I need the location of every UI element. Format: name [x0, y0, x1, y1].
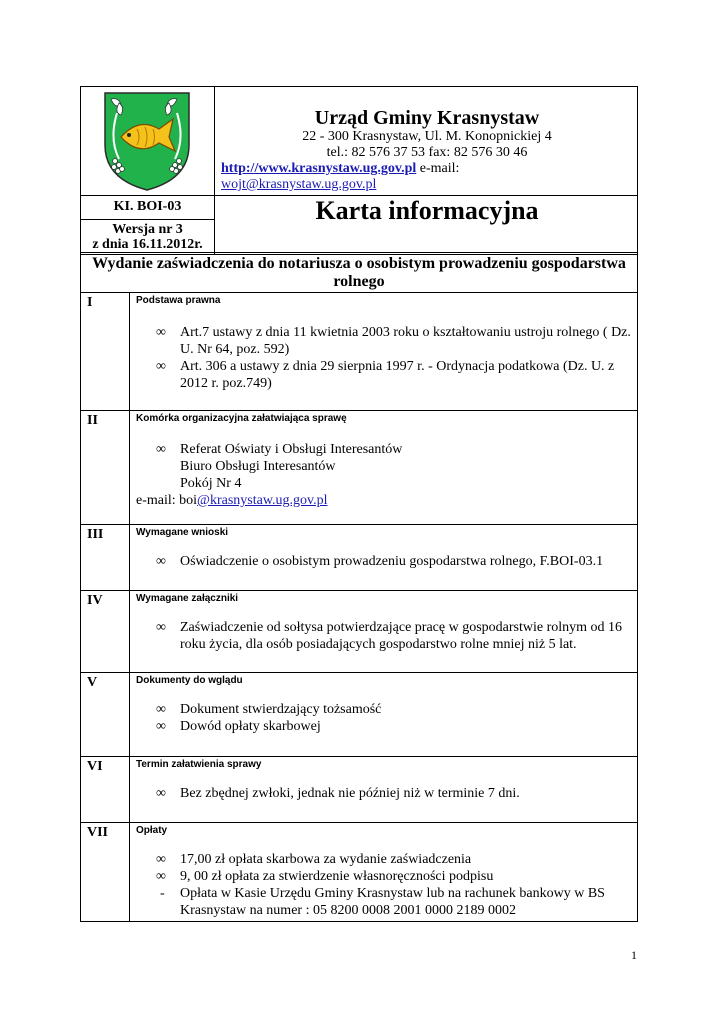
- office-info: [215, 87, 639, 195]
- list-item: ∞ Referat Oświaty i Obsługi Interesantów: [156, 442, 403, 457]
- office-address: 22 - 300 Krasnystaw, Ul. M. Konopnickiej 4: [302, 129, 552, 144]
- office-phone-fax: tel.: 82 576 37 53 fax: 82 576 30 46: [326, 145, 528, 160]
- infinity-bullet-icon: ∞: [156, 325, 166, 340]
- document-title: Wydanie zaświadczenia do notariusza o osobistym prowadzeniu gospodarstwa rolnego: [81, 253, 637, 293]
- section-title: Dokumenty do wglądu: [136, 675, 243, 686]
- office-name: Urząd Gminy Krasnystaw: [314, 107, 540, 129]
- section-number: III: [81, 525, 130, 590]
- section-title: Termin załatwienia sprawy: [136, 759, 262, 770]
- version-number: Wersja nr 3: [112, 222, 183, 237]
- infinity-bullet-icon: ∞: [156, 554, 166, 569]
- list-item: ∞ Oświadczenie o osobistym prowadzeniu gospodarstwa rolnego, F.BOI-03.1: [156, 554, 604, 569]
- section-number: VI: [81, 757, 130, 822]
- office-location-line: Biuro Obsługi Interesantów: [180, 459, 336, 474]
- crest-cell: [81, 87, 215, 195]
- section-title: Wymagane wnioski: [136, 527, 229, 538]
- infinity-bullet-icon: ∞: [156, 852, 166, 867]
- section-row: [81, 757, 637, 823]
- section-row: [81, 293, 637, 411]
- section-row: [81, 411, 637, 525]
- list-item: ∞ Zaświadczenie od sołtysa potwierdzające pracę w gospodarstwie rolnym od 16 roku życia, dla osób posiadających gospodarstwo rolne mniej niż 5 lat.: [156, 620, 623, 652]
- section-row: [81, 525, 637, 591]
- list-item: - Opłata w Kasie Urzędu Gminy Krasnystaw lub na rachunek bankowy w BS Krasnystaw na numer : 05 8200 0008 2001 0000 2189 0002: [160, 886, 605, 918]
- section-title: Opłaty: [136, 825, 168, 836]
- section-number: I: [81, 293, 130, 410]
- list-item: ∞ 17,00 zł opłata skarbowa za wydanie zaświadczenia: [156, 852, 472, 867]
- email-link[interactable]: wojt@krasnystaw.ug.gov.pl: [221, 177, 377, 192]
- section-number: V: [81, 673, 130, 756]
- infinity-bullet-icon: ∞: [156, 869, 166, 884]
- main-table: [80, 252, 638, 922]
- section-row: [81, 591, 637, 673]
- department-email-link[interactable]: @krasnystaw.ug.gov.pl: [197, 493, 328, 508]
- section-number: VII: [81, 823, 130, 921]
- list-item: ∞ Art.7 ustawy z dnia 11 kwietnia 2003 roku o kształtowaniu ustroju rolnego ( Dz. U. Nr 64, poz. 592): [156, 325, 631, 357]
- email-label: e-mail:: [416, 161, 460, 176]
- infinity-bullet-icon: ∞: [156, 442, 166, 457]
- infinity-bullet-icon: ∞: [156, 620, 166, 635]
- infinity-bullet-icon: ∞: [156, 786, 166, 801]
- coat-of-arms-logo: [97, 89, 197, 193]
- list-item: ∞ Dokument stwierdzający tożsamość: [156, 702, 382, 717]
- list-item: ∞ Bez zbędnej zwłoki, jednak nie później niż w terminie 7 dni.: [156, 786, 520, 801]
- header-table: [80, 86, 638, 255]
- version-date: z dnia 16.11.2012r.: [92, 237, 203, 252]
- version-info: [81, 220, 215, 254]
- section-title: Wymagane załączniki: [136, 593, 239, 604]
- section-title: Podstawa prawna: [136, 295, 221, 306]
- page-number: 1: [631, 948, 637, 962]
- list-item: ∞ Art. 306 a ustawy z dnia 29 sierpnia 1997 r. - Ordynacja podatkowa (Dz. U. z 2012 r. poz.749): [156, 359, 615, 391]
- dash-bullet-icon: -: [160, 886, 165, 901]
- infinity-bullet-icon: ∞: [156, 359, 166, 374]
- section-title: Komórka organizacyjna załatwiająca sprawę: [136, 413, 347, 424]
- card-title: Karta informacyjna: [315, 196, 539, 225]
- office-contact-links: [215, 161, 639, 193]
- list-item: ∞ 9, 00 zł opłata za stwierdzenie własnoręczności podpisu: [156, 869, 494, 884]
- section-row: [81, 823, 637, 921]
- department-email-line: e-mail: boi@krasnystaw.ug.gov.pl: [136, 493, 328, 508]
- infinity-bullet-icon: ∞: [156, 702, 166, 717]
- section-number: IV: [81, 591, 130, 672]
- list-item: ∞ Dowód opłaty skarbowej: [156, 719, 321, 734]
- document-code: KI. BOI-03: [81, 196, 215, 220]
- section-number: II: [81, 411, 130, 524]
- room-number-line: Pokój Nr 4: [180, 476, 242, 491]
- section-row: [81, 673, 637, 757]
- infinity-bullet-icon: ∞: [156, 719, 166, 734]
- website-link[interactable]: http://www.krasnystaw.ug.gov.pl: [221, 161, 417, 176]
